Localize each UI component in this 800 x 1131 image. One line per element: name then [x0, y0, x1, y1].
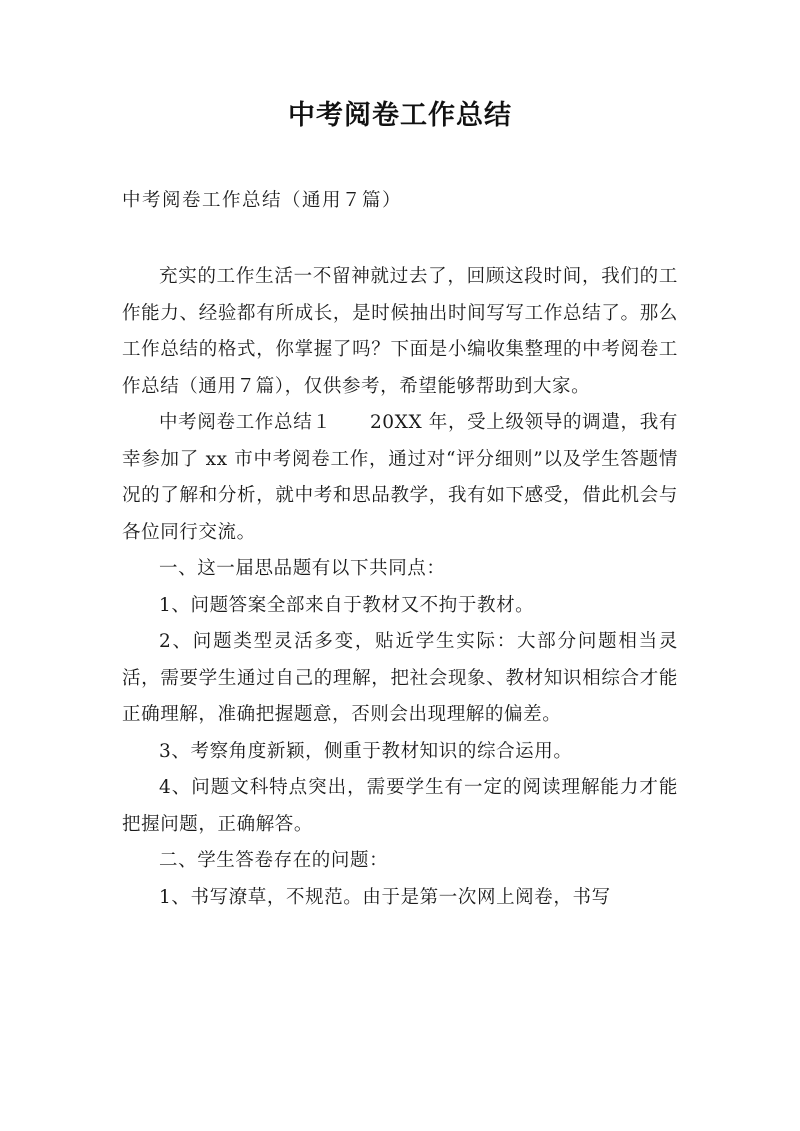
document-title: 中考阅卷工作总结 [288, 100, 512, 131]
document-body [122, 259, 678, 916]
list-item-2: 2、问题类型灵活多变，贴近学生实际：大部分问题相当灵活，需要学生通过自己的理解，把社会现象、教材知识相综合才能正确理解，准确把握题意，否则会出现理解的偏差。 [122, 631, 678, 725]
list-item-4: 4、问题文科特点突出，需要学生有一定的阅读理解能力才能把握问题，正确解答。 [122, 777, 678, 835]
section-heading-1: 一、这一届思品题有以下共同点： [159, 558, 446, 579]
paragraph-intro: 充实的工作生活一不留神就过去了，回顾这段时间，我们的工作能力、经验都有所成长，是时候抽出时间写写工作总结了。那么工作总结的格式，你掌握了吗？下面是小编收集整理的中考阅卷工作总结（通用７篇），仅供参考，希望能够帮助到大家。 [122, 266, 678, 397]
document-subtitle: 中考阅卷工作总结（通用７篇） [122, 190, 403, 211]
section-heading-2: 二、学生答卷存在的问题： [159, 850, 389, 871]
list-item-3: 3、考察角度新颖，侧重于教材知识的综合运用。 [159, 740, 573, 762]
list-item-1: 1、问题答案全部来自于教材又不拘于教材。 [159, 594, 535, 616]
list-item-5: 1、书写潦草，不规范。由于是第一次网上阅卷，书写 [159, 886, 611, 908]
paragraph-summary-1: 中考阅卷工作总结１ 20XX 年，受上级领导的调遣，我有幸参加了 xx 市中考阅卷工作，通过对“评分细则”以及学生答题情况的了解和分析，就中考和思品教学，我有如下感受，借此机会与各位同行交流。 [122, 412, 678, 543]
